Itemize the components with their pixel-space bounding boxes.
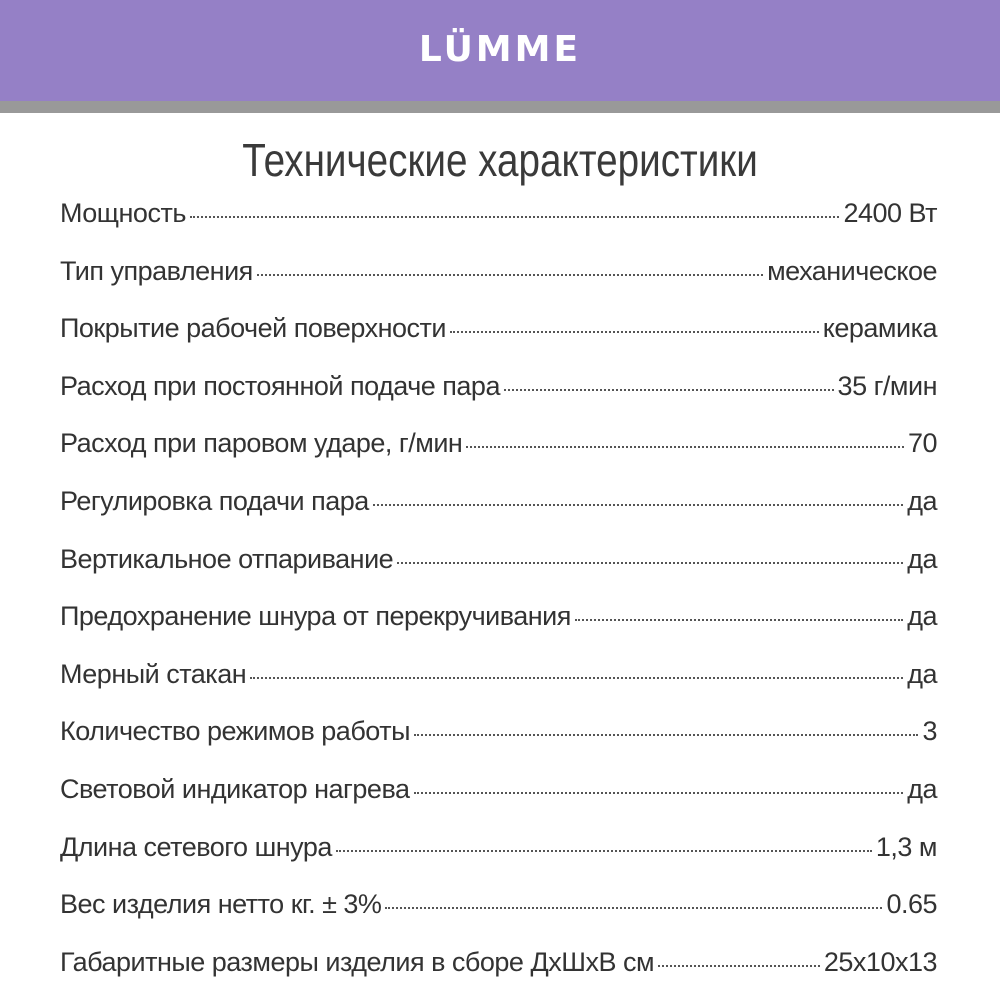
spec-label: Предохранение шнура от перекручивания [60,601,571,632]
dot-leader [466,440,904,448]
dot-leader [397,556,903,564]
spec-label: Тип управления [60,255,253,286]
spec-row-power [60,185,937,243]
spec-row-vertical-steaming [60,531,937,589]
spec-row-surface-coating [60,300,937,358]
spec-value: 3 [922,716,937,747]
spec-label: Расход при паровом ударе, г/мин [60,428,463,459]
spec-label: Вес изделия нетто кг. ± 3% [60,889,382,920]
spec-row-steam-shot [60,415,937,473]
header-divider [0,101,1000,113]
spec-value: да [907,658,937,689]
spec-value: 25х10х13 [823,946,937,977]
spec-row-heat-indicator [60,761,937,819]
spec-label: Габаритные размеры изделия в сборе ДхШхВ см [60,946,655,977]
dot-leader [450,325,819,333]
dot-leader [414,728,918,736]
spec-value: да [907,543,937,574]
spec-row-modes-count [60,703,937,761]
spec-row-net-weight [60,876,937,934]
dot-leader [385,901,882,909]
spec-label: Мерный стакан [60,658,247,689]
spec-row-cord-length [60,819,937,877]
spec-value: да [907,773,937,804]
spec-value: 35 г/мин [837,370,937,401]
spec-row-steam-regulation [60,473,937,531]
spec-row-measuring-cup [60,646,937,704]
dot-leader [190,210,840,218]
spec-value: да [907,485,937,516]
spec-value: механическое [767,255,937,286]
spec-list [60,185,937,991]
spec-label: Вертикальное отпаривание [60,543,394,574]
spec-row-control-type [60,243,937,301]
spec-label: Длина сетевого шнура [60,831,332,862]
spec-row-dimensions [60,934,937,992]
dot-leader [504,383,834,391]
dot-leader [336,844,872,852]
spec-row-continuous-steam [60,358,937,416]
dot-leader [414,786,904,794]
spec-value: 0.65 [886,889,937,920]
spec-value: керамика [822,313,937,344]
dot-leader [575,613,903,621]
dot-leader [257,268,763,276]
page-title: Технические характеристики [242,134,758,186]
spec-label: Мощность [60,198,186,228]
spec-label: Покрытие рабочей поверхности [60,313,446,344]
spec-value: 2400 Вт [843,198,937,228]
dot-leader [658,959,820,967]
spec-value: 1,3 м [875,831,937,862]
spec-row-cord-protection [60,588,937,646]
brand-logo: LÜMME [418,29,582,70]
spec-value: 70 [907,428,937,459]
spec-label: Регулировка подачи пара [60,485,369,516]
spec-label: Световой индикатор нагрева [60,773,410,804]
dot-leader [250,671,903,679]
spec-label: Количество режимов работы [60,716,410,747]
dot-leader [373,498,903,506]
spec-label: Расход при постоянной подаче пара [60,370,500,401]
spec-value: да [907,601,937,632]
